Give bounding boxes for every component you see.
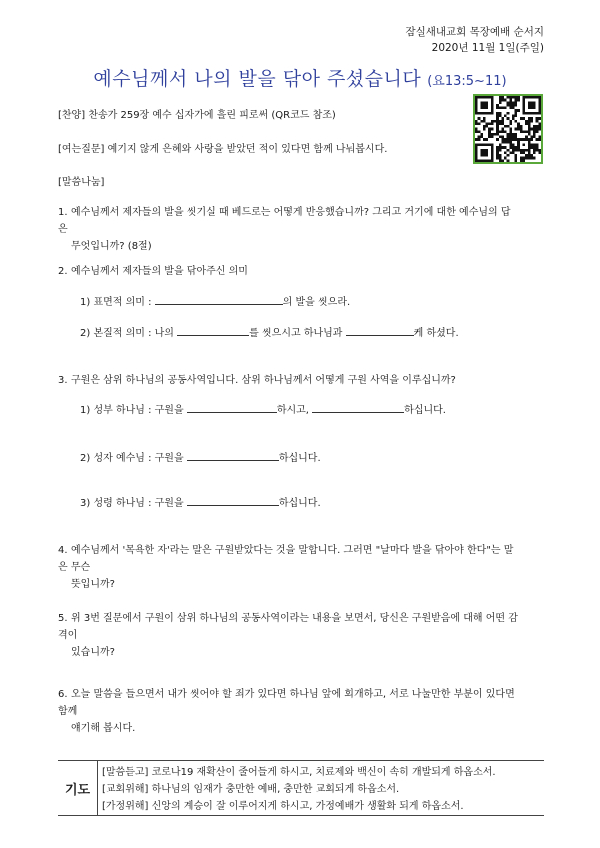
question-text: 오늘 말씀을 들으면서 내가 씻어야 할 죄가 있다면 하나님 앞에 회개하고, 서로 나눌만한 부분이 있다면 함께 <box>58 689 515 717</box>
question-text-cont: 얘기해 봅시다. <box>71 723 136 734</box>
qr-code-pattern <box>475 96 541 162</box>
opening-question-tag: [여는질문] <box>58 144 105 155</box>
question-number: 5. <box>58 613 68 624</box>
answer-blank[interactable] <box>155 294 283 305</box>
sub-text: 하십니다. <box>278 453 321 464</box>
sub-text: 하십니다. <box>404 405 446 416</box>
answer-blank[interactable] <box>177 325 249 336</box>
sermon-title <box>0 64 600 91</box>
question-number: 2. <box>58 266 68 277</box>
service-date: 2020년 11월 1일(주일) <box>431 42 544 54</box>
sermon-scripture-ref: (요13:5~11) <box>427 74 507 89</box>
praise-tag: [찬양] <box>58 110 86 121</box>
sub-label: 3) 성령 하나님 : 구원을 <box>80 498 187 509</box>
question-1 <box>58 204 518 255</box>
sub-text: 의 발을 씻으라. <box>282 297 351 308</box>
prayer-box <box>58 760 544 816</box>
opening-question-line <box>58 142 387 158</box>
question-number: 3. <box>58 375 68 386</box>
question-text: 예수님께서 '목욕한 자'라는 말은 구원받았다는 것을 말합니다. 그러면 "날마다 발을 닦아야 한다"는 말은 무슨 <box>58 545 514 573</box>
qr-code-icon[interactable] <box>473 94 543 164</box>
sub-text: 하십니다. <box>278 498 321 509</box>
prayer-item: [말씀듣고] 코로나19 재확산이 줄어들게 하시고, 치료제와 백신이 속히 개발되게 하옵소서. <box>102 767 496 778</box>
question-text: 위 3번 질문에서 구원이 삼위 하나님의 공동사역이라는 내용을 보면서, 당신은 구원받음에 대해 어떤 감격이 <box>58 613 518 641</box>
prayer-items <box>102 764 496 815</box>
answer-blank[interactable] <box>187 450 279 461</box>
sub-text: 케 하셨다. <box>413 328 459 339</box>
question-3-sub-3 <box>80 495 321 512</box>
sub-text: 를 씻으시고 하나님과 <box>249 328 346 339</box>
question-2-sub-2 <box>80 325 459 342</box>
question-6 <box>58 686 518 737</box>
question-number: 4. <box>58 545 68 556</box>
question-number: 6. <box>58 689 68 700</box>
question-2-sub-1 <box>80 294 350 311</box>
question-2 <box>58 263 518 280</box>
answer-blank[interactable] <box>312 402 404 413</box>
question-number: 1. <box>58 207 68 218</box>
praise-line <box>58 108 336 124</box>
question-3-sub-1 <box>80 402 446 419</box>
prayer-label: 기도 <box>58 761 98 815</box>
sermon-title-main: 예수님께서 나의 발을 닦아 주셨습니다 <box>93 68 422 90</box>
question-text-cont: 무엇입니까? (8절) <box>71 241 152 252</box>
question-text-cont: 뜻입니까? <box>71 579 115 590</box>
answer-blank[interactable] <box>187 402 277 413</box>
praise-text: 찬송가 259장 예수 십자가에 흘린 피로써 (QR코드 참조) <box>88 110 336 121</box>
question-text: 구원은 삼위 하나님의 공동사역입니다. 삼위 하나님께서 어떻게 구원 사역을 이루십니까? <box>71 375 456 386</box>
opening-question-text: 예기지 않게 은혜와 사랑을 받았던 적이 있다면 함께 나눠봅시다. <box>107 144 388 155</box>
answer-blank[interactable] <box>346 325 414 336</box>
question-text: 예수님께서 제자들의 발을 닦아주신 의미 <box>71 266 248 277</box>
church-name: 잠실새내교회 목장예배 순서지 <box>405 26 544 38</box>
prayer-item: [가정위해] 신앙의 계승이 잘 이루어지게 하시고, 가정예배가 생활화 되게 하옵소서. <box>102 801 464 812</box>
sub-label: 1) 표면적 의미 : <box>80 297 155 308</box>
sub-label: 1) 성부 하나님 : 구원을 <box>80 405 187 416</box>
question-5 <box>58 610 518 661</box>
question-3 <box>58 372 518 389</box>
answer-blank[interactable] <box>187 495 279 506</box>
question-3-sub-2 <box>80 450 321 467</box>
question-text: 예수님께서 제자들의 발을 씻기실 때 베드로는 어떻게 반응했습니까? 그리고 거기에 대한 예수님의 답은 <box>58 207 511 235</box>
question-text-cont: 있습니까? <box>71 647 115 658</box>
sub-label: 2) 성자 예수님 : 구원을 <box>80 453 187 464</box>
word-sharing-tag: [말씀나눔] <box>58 177 105 188</box>
question-4 <box>58 542 518 593</box>
sub-text: 하시고, <box>276 405 313 416</box>
sub-label: 2) 본질적 의미 : 나의 <box>80 328 178 339</box>
prayer-item: [교회위해] 하나님의 임재가 충만한 예배, 충만한 교회되게 하옵소서. <box>102 784 400 795</box>
